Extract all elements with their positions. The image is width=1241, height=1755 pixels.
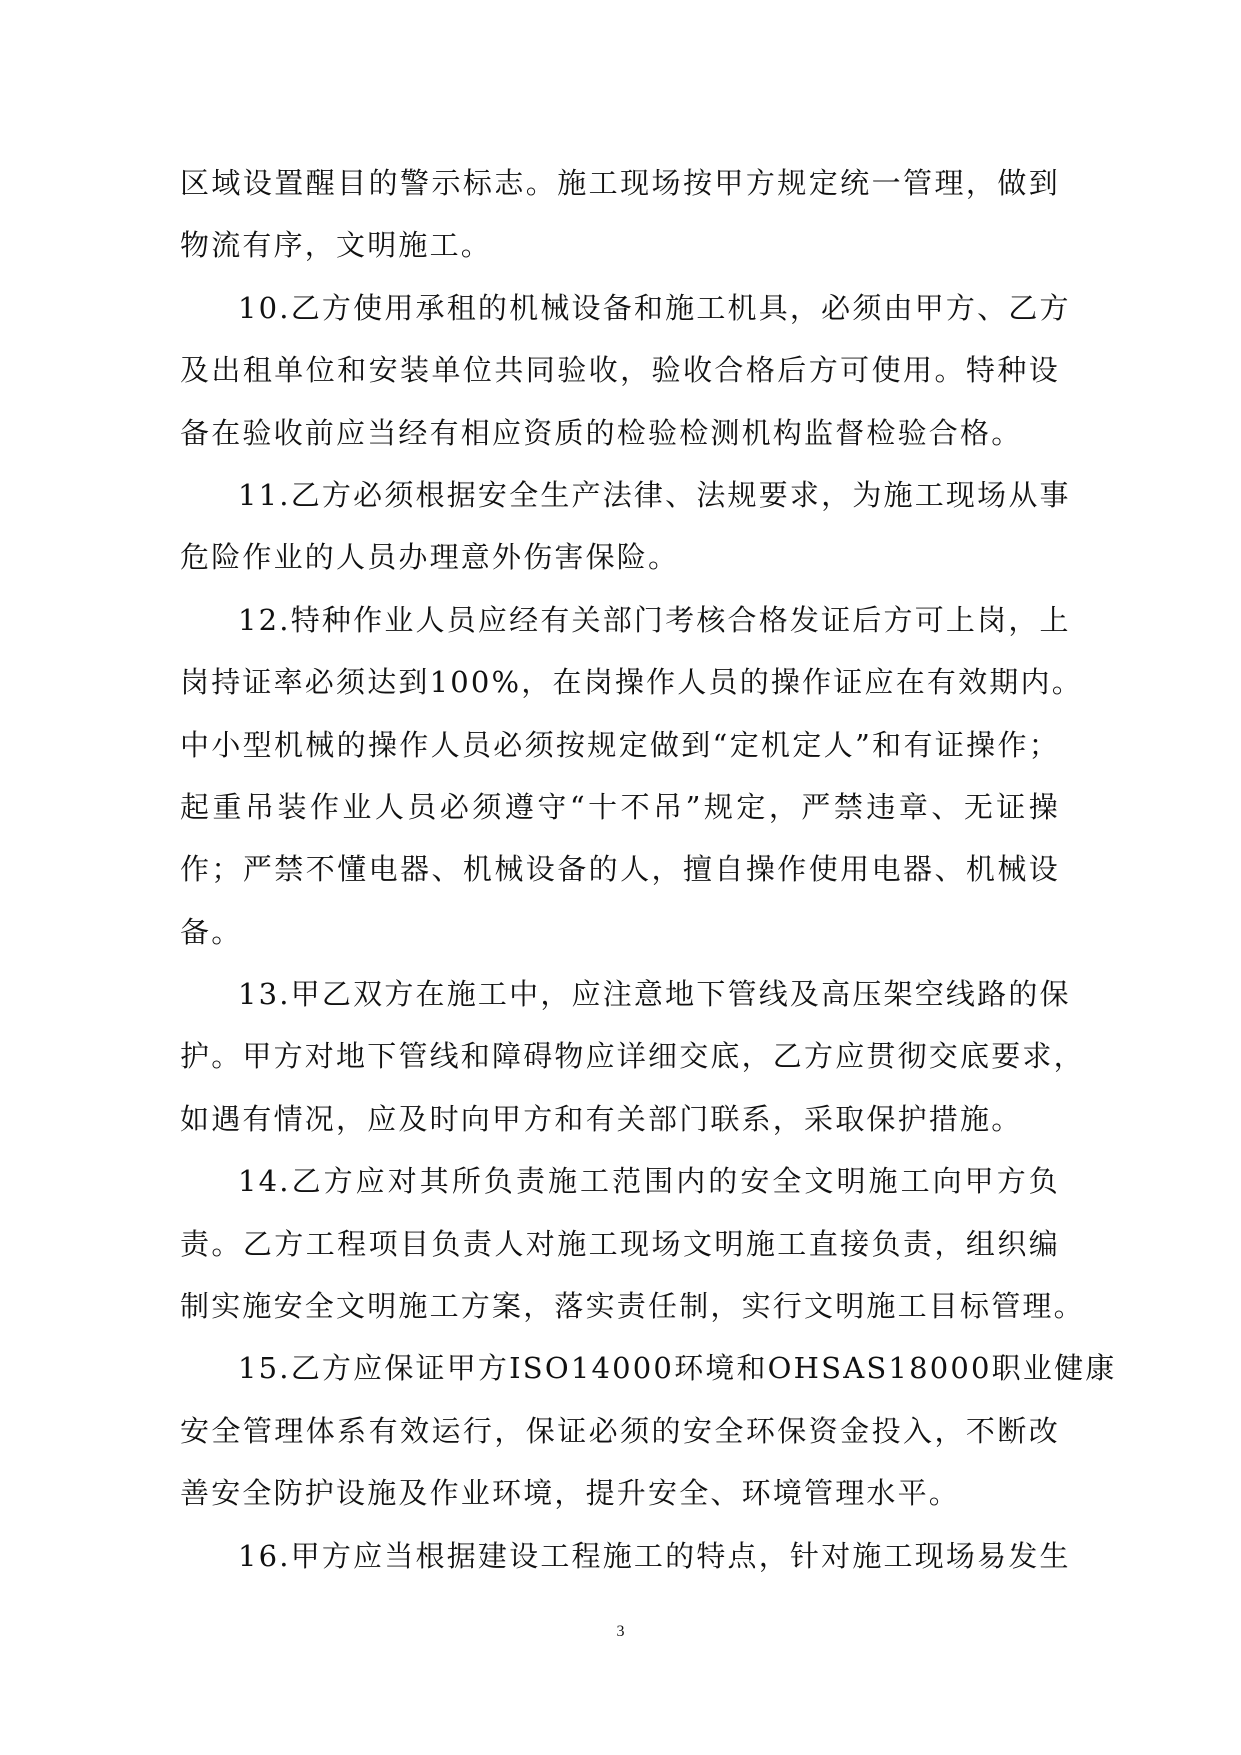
text-line: 善安全防护设施及作业环境，提升安全、环境管理水平。 xyxy=(180,1476,961,1511)
text-line: 及出租单位和安装单位共同验收，验收合格后方可使用。特种设 xyxy=(180,353,1060,388)
text-line: 中小型机械的操作人员必须按规定做到“定机定人”和有证操作； xyxy=(180,727,1060,762)
paragraph-14-start: 14.乙方应对其所负责施工范围内的安全文明施工向甲方负 xyxy=(238,1164,1060,1199)
text-line: 备在验收前应当经有相应资质的检验检测机构监督检验合格。 xyxy=(180,415,1023,450)
text-line: 危险作业的人员办理意外伤害保险。 xyxy=(180,540,680,575)
paragraph-13-start: 13.甲乙双方在施工中，应注意地下管线及高压架空线路的保 xyxy=(238,977,1071,1012)
text-line: 物流有序，文明施工。 xyxy=(180,228,493,263)
text-line: 作；严禁不懂电器、机械设备的人，擅自操作使用电器、机械设 xyxy=(180,852,1060,887)
text-line: 区域设置醒目的警示标志。施工现场按甲方规定统一管理，做到 xyxy=(180,166,1060,200)
text-line: 责。乙方工程项目负责人对施工现场文明施工直接负责，组织编 xyxy=(180,1226,1060,1261)
paragraph-10-start: 10.乙方使用承租的机械设备和施工机具，必须由甲方、乙方 xyxy=(238,290,1071,325)
paragraph-11-start: 11.乙方必须根据安全生产法律、法规要求，为施工现场从事 xyxy=(238,477,1071,512)
text-line: 护。甲方对地下管线和障碍物应详细交底，乙方应贯彻交底要求， xyxy=(180,1039,1085,1074)
text-line: 备。 xyxy=(180,914,243,949)
text-line: 制实施安全文明施工方案，落实责任制，实行文明施工目标管理。 xyxy=(180,1289,1085,1324)
paragraph-16-start: 16.甲方应当根据建设工程施工的特点，针对施工现场易发生 xyxy=(238,1538,1071,1573)
text-line: 安全管理体系有效运行，保证必须的安全环保资金投入，不断改 xyxy=(180,1413,1060,1448)
paragraph-12-start: 12.特种作业人员应经有关部门考核合格发证后方可上岗，上 xyxy=(238,602,1071,637)
paragraph-15-start: 15.乙方应保证甲方ISO14000环境和OHSAS18000职业健康 xyxy=(238,1351,1117,1386)
text-line: 如遇有情况，应及时向甲方和有关部门联系，采取保护措施。 xyxy=(180,1101,1023,1136)
body-text xyxy=(180,152,1117,1587)
page-number: 3 xyxy=(616,1623,625,1640)
text-line: 起重吊装作业人员必须遵守“十不吊”规定，严禁违章、无证操 xyxy=(180,789,1060,824)
text-line: 岗持证率必须达到100%，在岗操作人员的操作证应在有效期内。 xyxy=(180,665,1083,700)
